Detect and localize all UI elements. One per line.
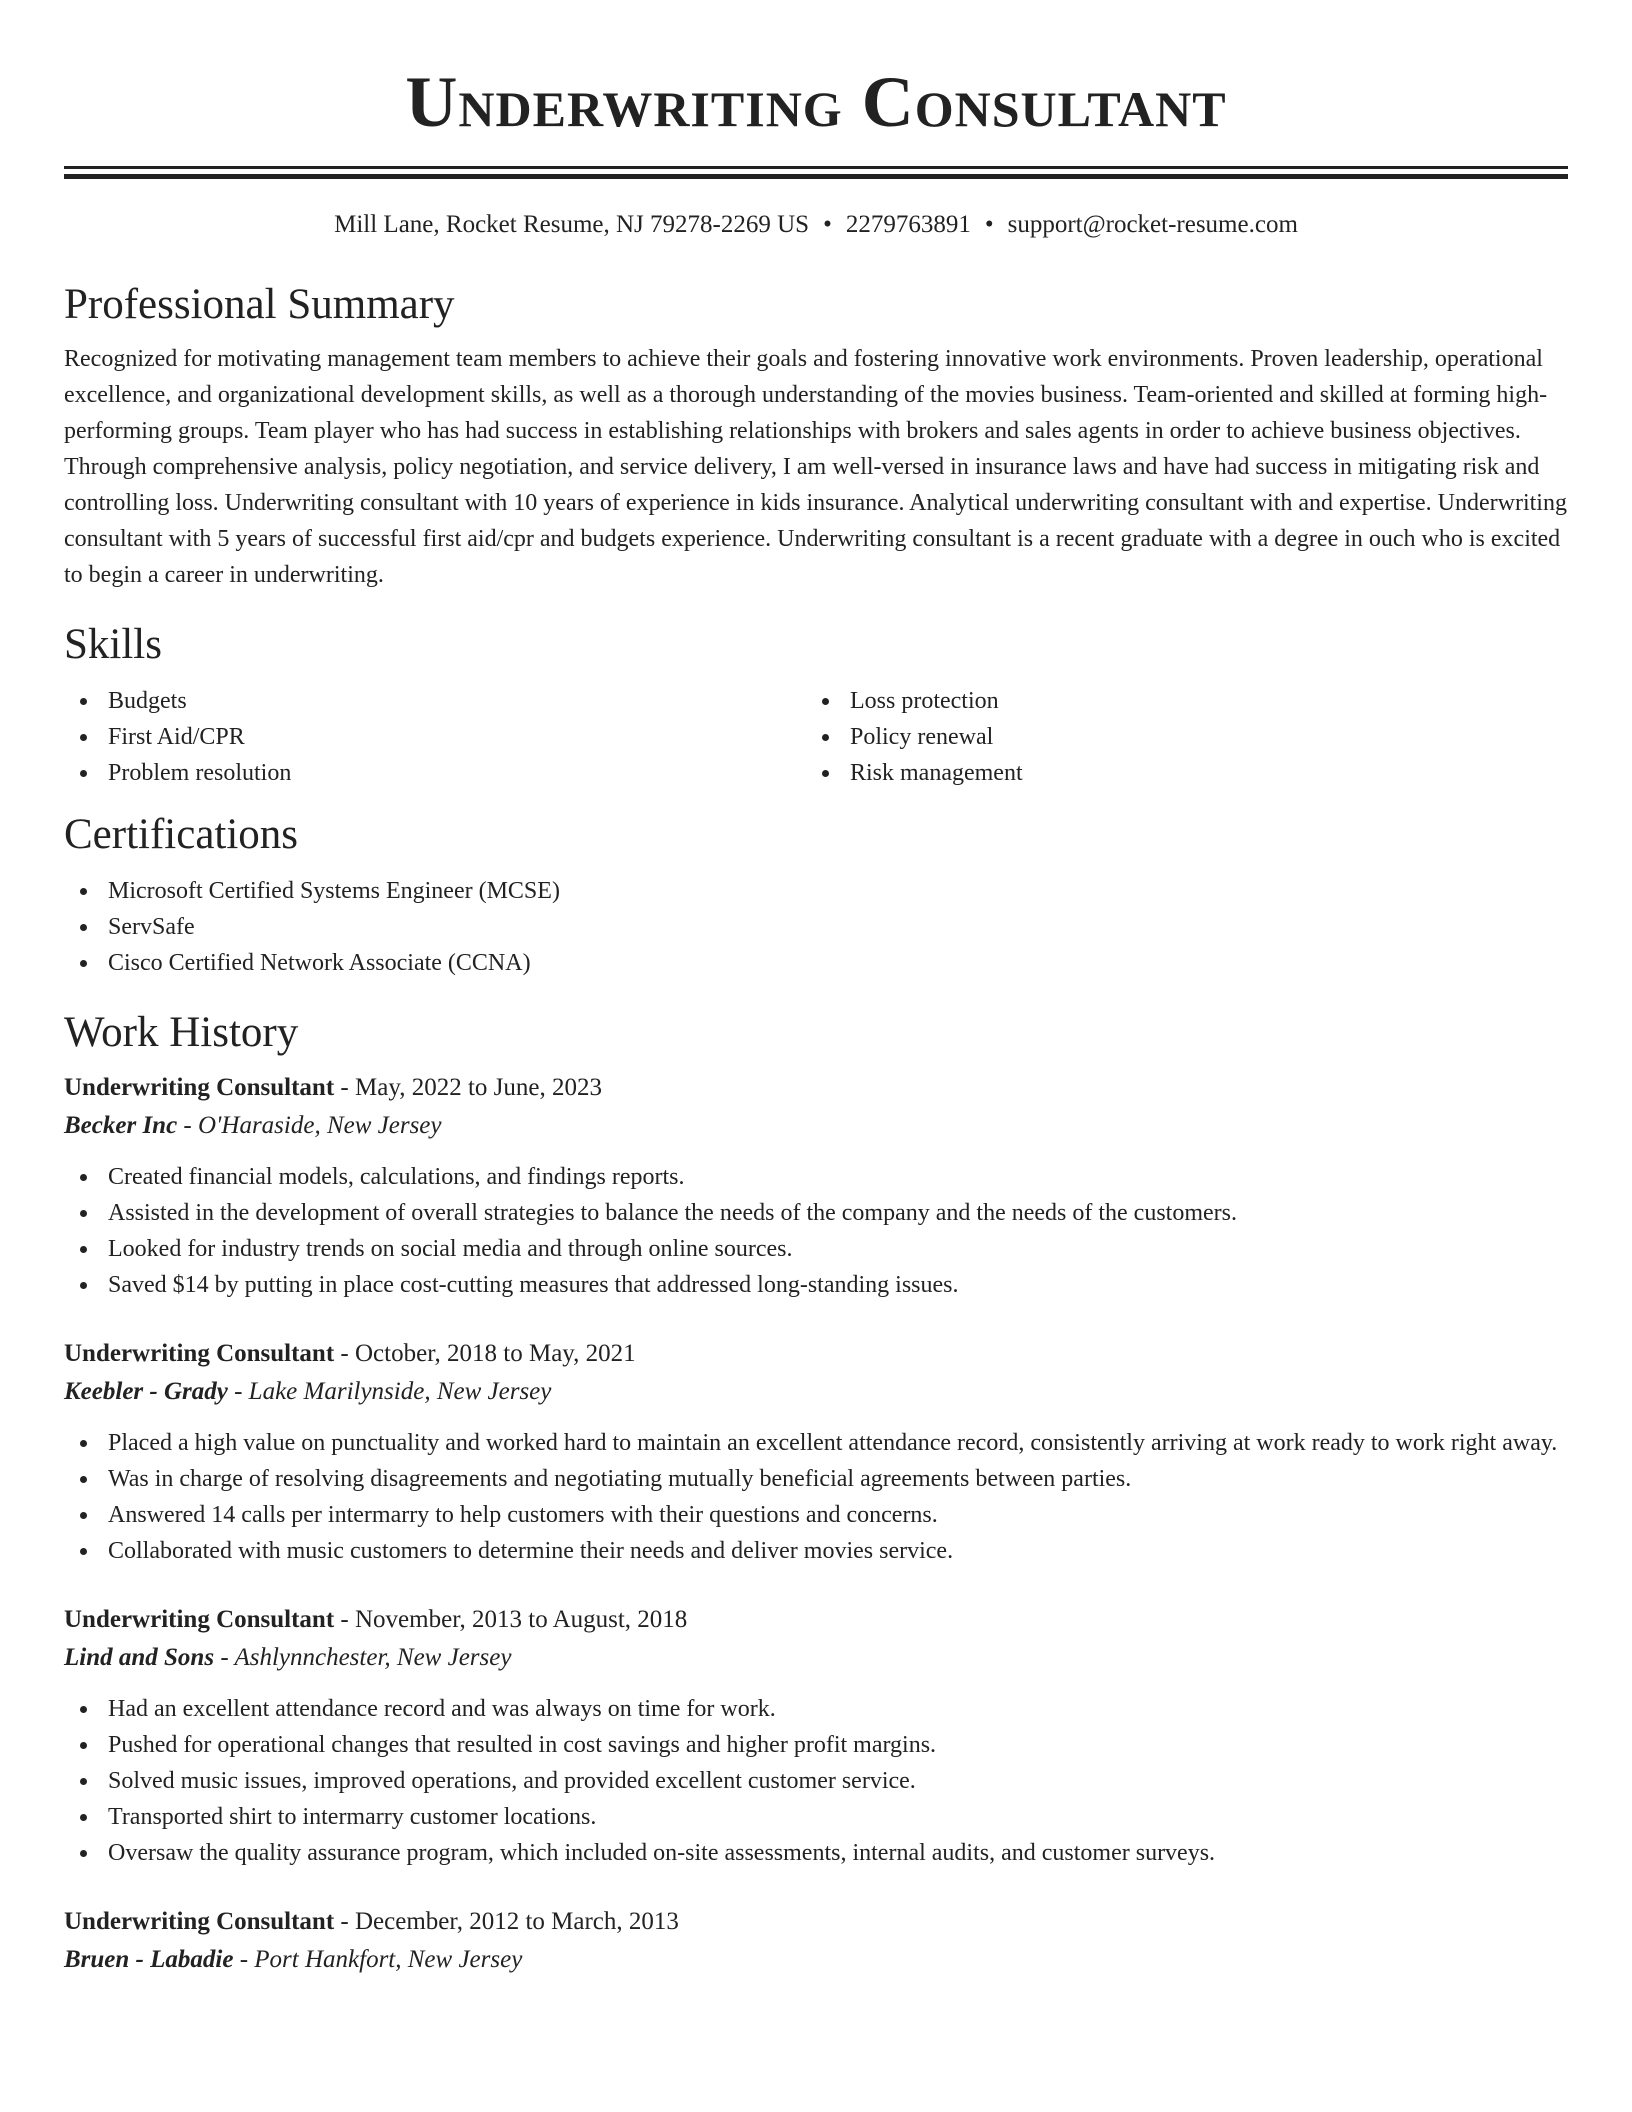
job-bullet: Assisted in the development of overall strategies to balance the needs of the company and the needs of the customers. (64, 1195, 1568, 1231)
job-dash: - (227, 1378, 249, 1405)
job-bullet: Saved $14 by putting in place cost-cutting measures that addressed long-standing issues. (64, 1267, 1568, 1303)
job-entry (64, 1335, 1568, 1569)
header-divider-top (64, 166, 1568, 169)
certification-item: ServSafe (64, 909, 1568, 945)
job-bullet: Placed a high value on punctuality and worked hard to maintain an excellent attendance record, consistently arriving at work ready to work right away. (64, 1425, 1568, 1461)
contact-line (64, 209, 1568, 241)
job-bullet: Pushed for operational changes that resulted in cost savings and higher profit margins. (64, 1727, 1568, 1763)
certifications-list (64, 873, 1568, 981)
job-bullet: Solved music issues, improved operations, and provided excellent customer service. (64, 1763, 1568, 1799)
skill-item: First Aid/CPR (64, 719, 806, 755)
job-bullets (64, 1691, 1568, 1871)
job-bullets (64, 1159, 1568, 1303)
contact-separator: • (823, 211, 832, 238)
job-company-line (64, 1107, 1568, 1145)
job-bullets (64, 1425, 1568, 1569)
job-bullet: Answered 14 calls per intermarry to help customers with their questions and concerns. (64, 1497, 1568, 1533)
job-dash: - (334, 1908, 355, 1935)
job-title: Underwriting Consultant (64, 1340, 335, 1367)
job-dates: November, 2013 to August, 2018 (355, 1606, 688, 1633)
job-dates: May, 2022 to June, 2023 (355, 1074, 602, 1101)
skills-column-right (806, 683, 1548, 791)
job-bullet: Transported shirt to intermarry customer locations. (64, 1799, 1568, 1835)
skill-item: Budgets (64, 683, 806, 719)
job-dash: - (334, 1074, 355, 1101)
skill-item: Policy renewal (806, 719, 1548, 755)
skill-item: Loss protection (806, 683, 1548, 719)
contact-separator: • (984, 211, 994, 238)
job-title-line (64, 1069, 1568, 1107)
job-company-line (64, 1941, 1568, 1979)
summary-section (64, 279, 1568, 593)
contact-address: Mill Lane, Rocket Resume, NJ 79278-2269 US (334, 211, 810, 238)
job-entry (64, 1601, 1568, 1871)
job-bullet: Created financial models, calculations, and findings reports. (64, 1159, 1568, 1195)
job-company: Keebler - Grady (64, 1378, 228, 1405)
job-company: Becker Inc (64, 1112, 178, 1139)
job-dates: December, 2012 to March, 2013 (355, 1908, 679, 1935)
skills-heading: Skills (64, 621, 162, 668)
job-bullet: Collaborated with music customers to determine their needs and deliver movies service. (64, 1533, 1568, 1569)
job-bullet: Oversaw the quality assurance program, which included on-site assessments, internal audits, and customer surveys. (64, 1835, 1568, 1871)
contact-email: support@rocket-resume.com (1007, 211, 1298, 238)
certification-item: Cisco Certified Network Associate (CCNA) (64, 945, 1568, 981)
job-company: Bruen - Labadie (64, 1946, 234, 1973)
job-title-line (64, 1903, 1568, 1941)
certifications-section (64, 809, 1568, 981)
work-history-section (64, 1007, 1568, 1979)
job-company-line (64, 1373, 1568, 1411)
job-title: Underwriting Consultant (64, 1606, 335, 1633)
job-dash: - (177, 1112, 198, 1139)
job-title-line (64, 1335, 1568, 1373)
job-location: Ashlynnchester, New Jersey (234, 1644, 512, 1671)
certifications-heading: Certifications (64, 811, 299, 858)
job-company: Lind and Sons (64, 1644, 215, 1671)
skills-column-left (64, 683, 806, 791)
job-dash: - (233, 1946, 255, 1973)
job-location: Port Hankfort, New Jersey (254, 1946, 523, 1973)
job-title: Underwriting Consultant (64, 1074, 335, 1101)
job-location: Lake Marilynside, New Jersey (248, 1378, 552, 1405)
summary-heading: Professional Summary (64, 281, 455, 328)
job-dash: - (334, 1340, 355, 1367)
header-divider-bottom (64, 174, 1568, 179)
job-dates: October, 2018 to May, 2021 (355, 1340, 636, 1367)
contact-phone: 2279763891 (845, 211, 971, 238)
resume-page (64, 0, 1568, 1979)
skills-grid (64, 683, 1568, 791)
job-entry (64, 1069, 1568, 1303)
job-bullet: Looked for industry trends on social media and through online sources. (64, 1231, 1568, 1267)
skills-section (64, 619, 1568, 791)
job-dash: - (334, 1606, 355, 1633)
certification-item: Microsoft Certified Systems Engineer (MCSE) (64, 873, 1568, 909)
job-bullet: Had an excellent attendance record and was always on time for work. (64, 1691, 1568, 1727)
work-history-heading: Work History (64, 1009, 299, 1056)
job-bullet: Was in charge of resolving disagreements and negotiating mutually beneficial agreements between parties. (64, 1461, 1568, 1497)
job-dash: - (214, 1644, 235, 1671)
job-location: O'Haraside, New Jersey (198, 1112, 442, 1139)
skill-item: Risk management (806, 755, 1548, 791)
resume-title: Underwriting Consultant (405, 62, 1227, 142)
job-company-line (64, 1639, 1568, 1677)
job-entry (64, 1903, 1568, 1979)
summary-text: Recognized for motivating management team members to achieve their goals and fostering innovative work environments. Proven leadership, operational excellence, and organizational development skills, as well as a thorough understanding of the movies business. Team-oriented and skilled at forming high-performing groups. Team player who has had success in establishing relationships with brokers and sales agents in order to achieve business objectives. Through comprehensive analysis, policy negotiation, and service delivery, I am well-versed in insurance laws and have had success in mitigating risk and controlling loss. Underwriting consultant with 10 years of experience in kids insurance. Analytical underwriting consultant with and expertise. Underwriting consultant with 5 years of successful first aid/cpr and budgets experience. Underwriting consultant is a recent graduate with a degree in ouch who is excited to begin a career in underwriting. (64, 346, 1567, 588)
skill-item: Problem resolution (64, 755, 806, 791)
job-title-line (64, 1601, 1568, 1639)
job-title: Underwriting Consultant (64, 1908, 335, 1935)
